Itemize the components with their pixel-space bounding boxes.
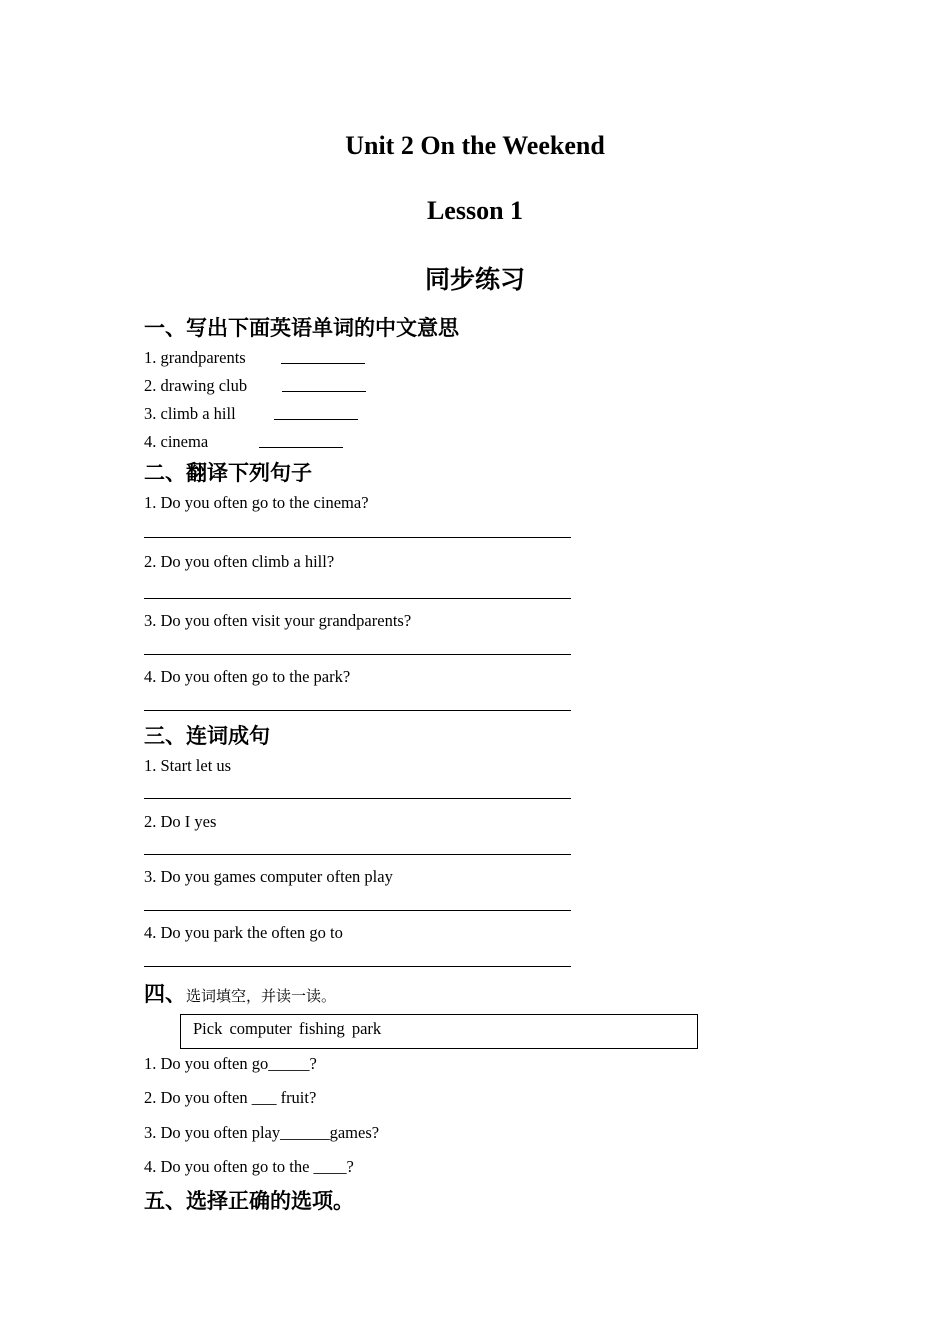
lesson-title: Lesson 1 bbox=[426, 196, 524, 225]
section2-item: 1. Do you often go to the cinema? bbox=[144, 493, 369, 512]
answer-line[interactable] bbox=[144, 910, 571, 911]
answer-line[interactable] bbox=[144, 798, 571, 799]
section3-item: 4. Do you park the often go to bbox=[144, 923, 343, 942]
unit-title: Unit 2 On the Weekend bbox=[345, 131, 605, 160]
section1-item: 4. cinema bbox=[144, 432, 209, 451]
section1-item: 3. climb a hill bbox=[144, 404, 236, 423]
answer-line[interactable] bbox=[144, 537, 571, 538]
answer-blank[interactable] bbox=[274, 405, 358, 425]
section3-item: 2. Do I yes bbox=[144, 812, 217, 831]
exercise-title: 同步练习 bbox=[424, 265, 525, 294]
answer-line[interactable] bbox=[144, 654, 571, 655]
section3-heading: 三、连词成句 bbox=[144, 724, 270, 748]
word-bank-box bbox=[180, 1014, 698, 1049]
answer-line[interactable] bbox=[144, 598, 571, 599]
section3-item: 1. Start let us bbox=[144, 756, 232, 775]
section4-item: 4. Do you often go to the ____? bbox=[144, 1157, 354, 1176]
section1-item: 1. grandparents bbox=[144, 348, 246, 367]
section1-heading: 一、写出下面英语单词的中文意思 bbox=[144, 316, 459, 340]
answer-blank[interactable] bbox=[282, 377, 366, 397]
section5-heading: 五、选择正确的选项。 bbox=[144, 1189, 354, 1213]
section4-item: 3. Do you often play______games? bbox=[144, 1123, 380, 1142]
section4-item: 2. Do you often ___ fruit? bbox=[144, 1088, 317, 1107]
answer-blank[interactable] bbox=[259, 433, 343, 453]
section2-item: 2. Do you often climb a hill? bbox=[144, 552, 335, 571]
section4-item: 1. Do you often go_____? bbox=[144, 1054, 317, 1073]
section1-item: 2. drawing club bbox=[144, 376, 248, 395]
answer-line[interactable] bbox=[144, 854, 571, 855]
section3-item: 3. Do you games computer often play bbox=[144, 867, 393, 886]
answer-line[interactable] bbox=[144, 710, 571, 711]
section2-item: 4. Do you often go to the park? bbox=[144, 667, 351, 686]
section2-heading: 二、翻译下列句子 bbox=[144, 461, 312, 485]
section2-item: 3. Do you often visit your grandparents? bbox=[144, 611, 412, 630]
word-bank-text: Pick computer fishing park bbox=[193, 1019, 382, 1038]
answer-blank[interactable] bbox=[281, 349, 365, 369]
answer-line[interactable] bbox=[144, 966, 571, 967]
section4-heading: 四、选词填空，并读一读。 bbox=[144, 982, 337, 1006]
